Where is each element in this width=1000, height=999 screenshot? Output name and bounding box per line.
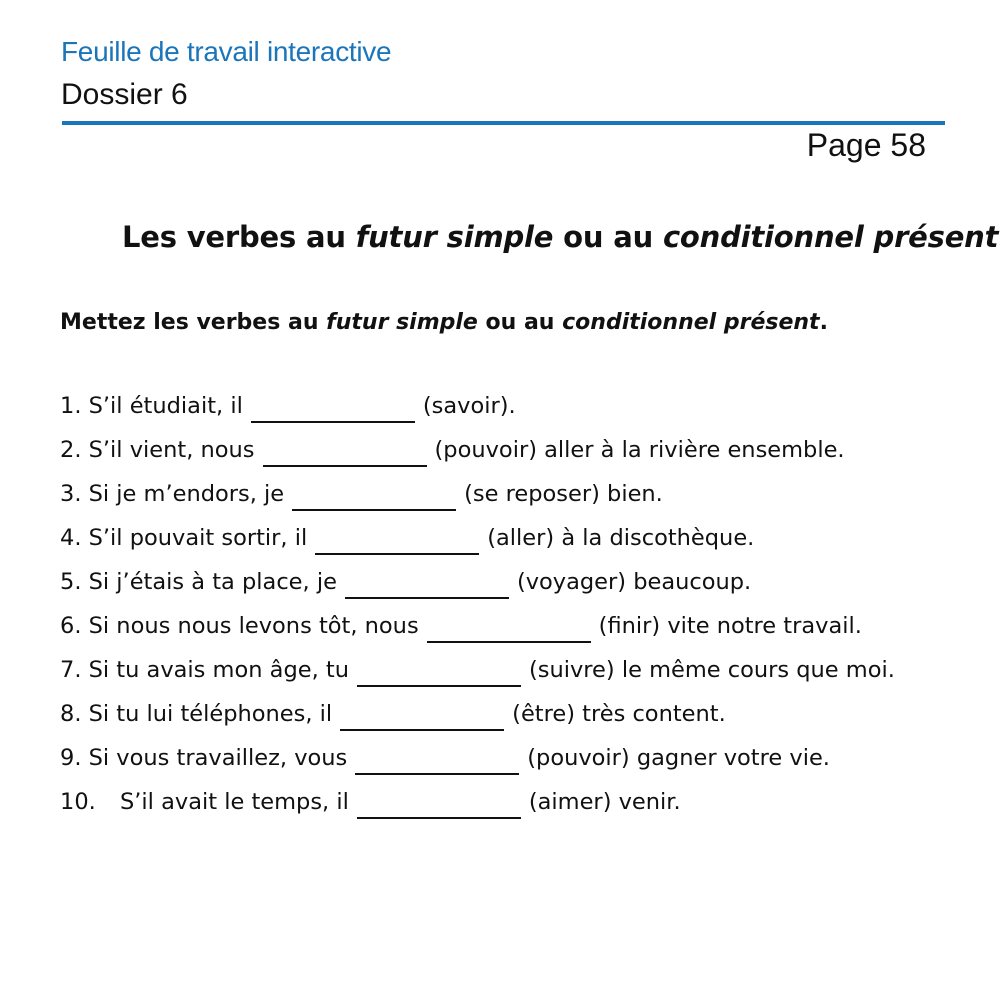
verb-hint: (finir) vite notre travail. [598, 613, 862, 639]
item-number: 9. [60, 745, 82, 771]
sentence-start: Si vous travaillez, vous [88, 745, 348, 771]
verb-hint: (être) très content. [512, 701, 726, 727]
answer-input-10[interactable] [357, 793, 521, 819]
answer-input-7[interactable] [357, 661, 521, 687]
item-number: 4. [60, 525, 82, 551]
exercise-item-2 [60, 433, 895, 477]
exercise-item-6 [60, 609, 895, 653]
instructions-tense-1: futur simple [326, 310, 478, 335]
verb-hint: (suivre) le même cours que moi. [528, 657, 895, 683]
exercise-item-5 [60, 565, 895, 609]
answer-input-5[interactable] [345, 573, 509, 599]
verb-hint: (voyager) beaucoup. [516, 569, 752, 595]
exercise-item-7 [60, 653, 895, 697]
answer-input-3[interactable] [292, 485, 456, 511]
instructions-tense-2: conditionnel présent [562, 310, 820, 335]
item-number: 10. [60, 789, 96, 815]
sentence-start: S’il avait le temps, il [120, 789, 349, 815]
exercise-item-10 [60, 785, 895, 829]
instructions-period: . [819, 310, 828, 335]
item-number: 1. [60, 393, 82, 419]
verb-hint: (pouvoir) gagner votre vie. [527, 745, 830, 771]
sentence-start: Si tu lui téléphones, il [88, 701, 333, 727]
sentence-start: Si j’étais à ta place, je [88, 569, 337, 595]
item-number: 2. [60, 437, 82, 463]
worksheet-title [122, 220, 998, 254]
header-divider [62, 121, 945, 125]
item-number: 7. [60, 657, 82, 683]
exercise-item-1 [60, 389, 895, 433]
verb-hint: (se reposer) bien. [464, 481, 663, 507]
sentence-start: S’il pouvait sortir, il [88, 525, 308, 551]
answer-input-4[interactable] [315, 529, 479, 555]
item-number: 5. [60, 569, 82, 595]
exercise-item-9 [60, 741, 895, 785]
exercise-instructions [60, 310, 828, 335]
worksheet-header-title: Feuille de travail interactive [61, 36, 392, 67]
item-number: 8. [60, 701, 82, 727]
exercise-item-3 [60, 477, 895, 521]
page-number: Page 58 [806, 127, 926, 163]
exercise-item-4 [60, 521, 895, 565]
verb-hint: (savoir). [422, 393, 516, 419]
verb-hint: (pouvoir) aller à la rivière ensemble. [434, 437, 845, 463]
sentence-start: Si tu avais mon âge, tu [88, 657, 349, 683]
answer-input-9[interactable] [355, 749, 519, 775]
sentence-start: Si je m’endors, je [88, 481, 285, 507]
worksheet-title-tense-1: futur simple [355, 220, 554, 254]
answer-input-8[interactable] [340, 705, 504, 731]
worksheet-title-text-1: Les verbes au [122, 220, 356, 254]
item-number: 6. [60, 613, 82, 639]
exercise-item-8 [60, 697, 895, 741]
verb-hint: (aller) à la discothèque. [487, 525, 755, 551]
worksheet-title-tense-2: conditionnel présent [662, 220, 999, 254]
exercise-list [60, 389, 895, 829]
item-number: 3. [60, 481, 82, 507]
dossier-label: Dossier 6 [61, 78, 188, 111]
sentence-start: S’il vient, nous [88, 437, 255, 463]
sentence-start: Si nous nous levons tôt, nous [88, 613, 419, 639]
verb-hint: (aimer) venir. [528, 789, 681, 815]
instructions-text-1: Mettez les verbes au [60, 310, 327, 335]
worksheet-title-text-2: ou au [553, 220, 663, 254]
answer-input-6[interactable] [427, 617, 591, 643]
answer-input-1[interactable] [251, 397, 415, 423]
instructions-text-2: ou au [477, 310, 563, 335]
answer-input-2[interactable] [263, 441, 427, 467]
sentence-start: S’il étudiait, il [88, 393, 243, 419]
